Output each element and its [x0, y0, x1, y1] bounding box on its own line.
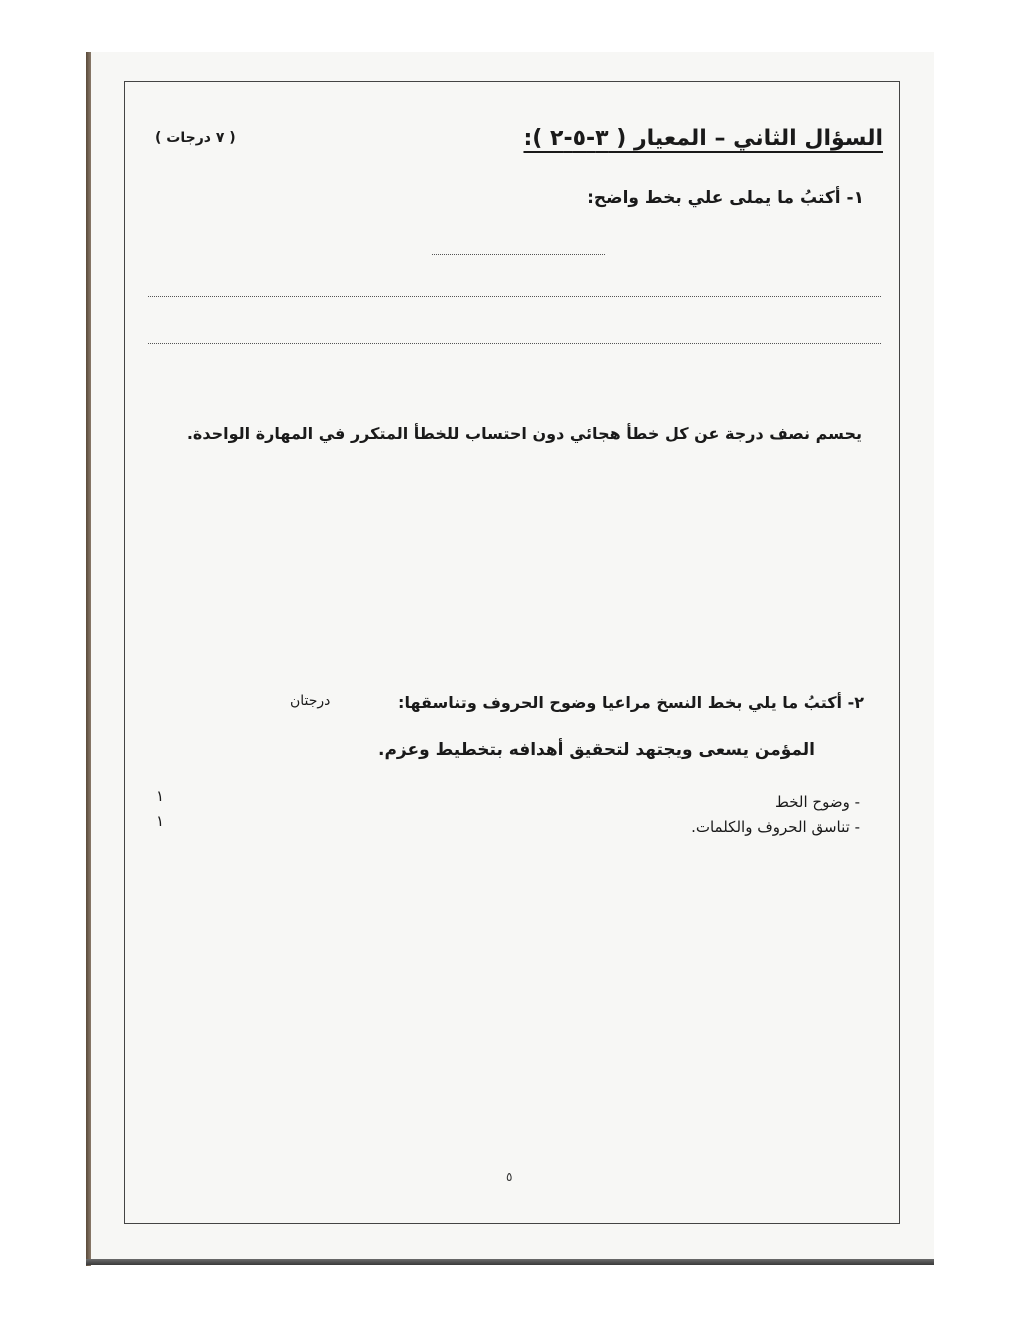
- question-1-prompt: ١- أكتبُ ما يملى علي بخط واضح:: [587, 188, 864, 208]
- criterion-consistency: - تناسق الحروف والكلمات.: [691, 818, 860, 836]
- page-frame: [124, 81, 900, 1224]
- paper-edge-bottom: [86, 1259, 934, 1265]
- total-marks: ( ٧ درجات ): [155, 130, 236, 146]
- criterion-clarity-mark: ١: [156, 787, 165, 805]
- criterion-clarity: - وضوح الخط: [774, 793, 860, 811]
- grading-note: يحسم نصف درجة عن كل خطأ هجائي دون احتساب للخطأ المتكرر في المهارة الواحدة.: [186, 424, 862, 443]
- question-title: السؤال الثاني – المعيار ( ٣-٥-٢ ):: [523, 126, 883, 151]
- criterion-consistency-mark: ١: [156, 812, 165, 830]
- copy-sentence: المؤمن يسعى ويجتهد لتحقيق أهدافه بتخطيط وعزم.: [378, 740, 815, 760]
- question-2-prompt: ٢- أكتبُ ما يلي بخط النسخ مراعيا وضوح الحروف وتناسقها:: [398, 693, 864, 712]
- dictation-short-line[interactable]: [432, 254, 605, 255]
- dictation-line-1[interactable]: [148, 296, 881, 297]
- page-number: ٥: [506, 1170, 513, 1184]
- question-2-marks: درجتان: [290, 693, 331, 709]
- dictation-line-2[interactable]: [148, 343, 881, 344]
